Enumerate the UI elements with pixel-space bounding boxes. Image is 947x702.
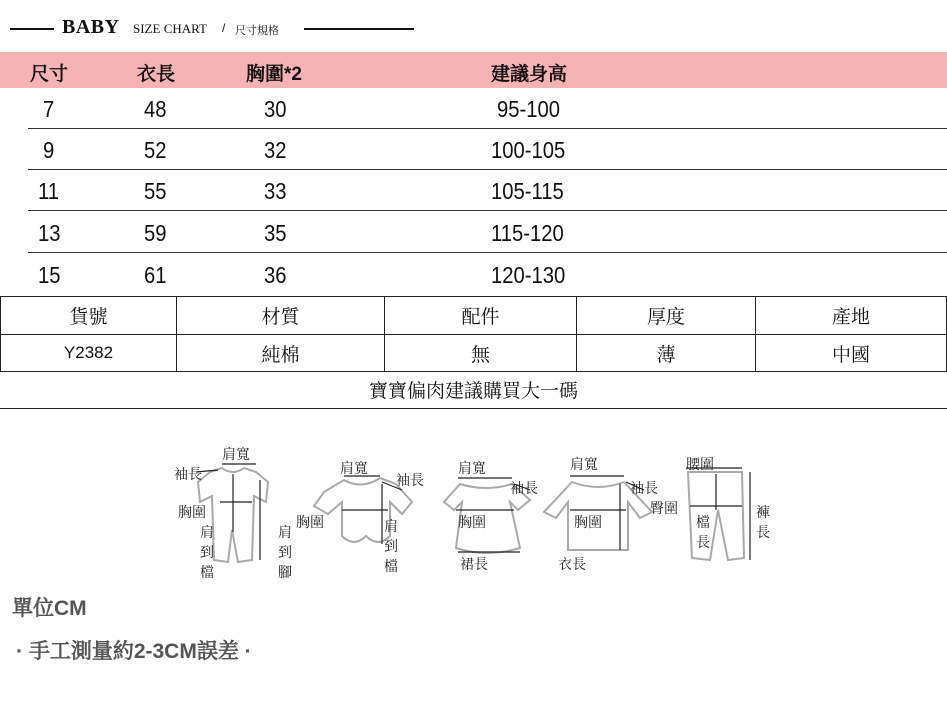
dress-label-shoulder: 肩寬	[458, 460, 486, 476]
cell-length: 61	[144, 262, 167, 288]
header-chest: 胸圍*2	[246, 64, 302, 85]
info-header-accessories: 配件	[385, 297, 577, 335]
pants-label-crotch-2: 長	[696, 534, 710, 550]
cell-height: 100-105	[491, 137, 566, 163]
cell-height: 115-120	[491, 220, 564, 246]
romper-label-foot-1: 肩	[278, 524, 292, 540]
info-value-material: 純棉	[177, 335, 385, 372]
info-header-origin: 產地	[756, 297, 947, 335]
romper-label-crotch-1: 肩	[200, 524, 214, 540]
cell-size: 9	[43, 137, 55, 163]
table-row	[0, 129, 947, 170]
title-subtitle: SIZE CHART	[133, 21, 207, 36]
info-value-item-no: Y2382	[1, 335, 177, 372]
table-row	[0, 254, 947, 295]
table-row	[0, 212, 947, 253]
cell-size: 15	[38, 262, 61, 288]
romper-label-crotch-3: 檔	[200, 564, 214, 580]
info-value-thickness: 薄	[577, 335, 756, 372]
cell-height: 120-130	[491, 262, 566, 288]
top-label-chest: 胸圍	[574, 514, 602, 530]
title-subtitle-cn: 尺寸規格	[235, 25, 279, 37]
pants-label-length-1: 褲	[756, 504, 770, 520]
pants-label-crotch-1: 檔	[696, 514, 710, 530]
table-row	[0, 170, 947, 211]
header-length: 衣長	[137, 64, 176, 85]
table-row	[0, 88, 947, 129]
info-table-frame	[0, 296, 947, 372]
cell-height: 95-100	[497, 96, 561, 122]
cell-chest: 32	[264, 137, 287, 163]
pants-label-hip: 臀圍	[650, 500, 678, 516]
bodysuit-label-sleeve: 袖長	[396, 472, 424, 488]
row-divider	[28, 252, 947, 253]
cell-chest: 30	[264, 96, 287, 122]
bodysuit-label-chest: 胸圍	[296, 514, 324, 530]
info-header-item-no: 貨號	[1, 297, 177, 335]
romper-label-foot-3: 腳	[278, 564, 292, 580]
cell-length: 59	[144, 220, 167, 246]
top-label-sleeve: 袖長	[630, 480, 658, 496]
romper-label-sleeve: 袖長	[174, 466, 202, 482]
cell-size: 7	[43, 96, 55, 122]
dress-label-chest: 胸圍	[458, 514, 486, 530]
cell-length: 55	[144, 178, 167, 204]
cell-chest: 36	[264, 262, 287, 288]
romper-label-chest: 胸圍	[178, 504, 206, 520]
size-advice-note: 寶寶偏肉建議購買大一碼	[0, 371, 947, 409]
top-label-shoulder: 肩寬	[570, 456, 598, 472]
bodysuit-label-crotch-2: 到	[384, 538, 398, 554]
title-brand: BABY	[62, 16, 120, 38]
pants-label-length-2: 長	[756, 524, 770, 540]
bodysuit-label-crotch-3: 檔	[384, 558, 398, 574]
info-value-accessories: 無	[385, 335, 577, 372]
title-separator: /	[222, 21, 226, 35]
header-height: 建議身高	[491, 64, 568, 85]
title-right-rule	[304, 28, 414, 30]
header-size: 尺寸	[30, 64, 69, 85]
row-divider	[28, 210, 947, 211]
chart-title	[0, 14, 420, 44]
info-value-origin: 中國	[756, 335, 947, 372]
bodysuit-label-shoulder: 肩寬	[340, 460, 368, 476]
romper-label-shoulder: 肩寬	[222, 446, 250, 462]
info-header-thickness: 厚度	[577, 297, 756, 335]
bodysuit-diagram	[294, 440, 434, 590]
cell-length: 52	[144, 137, 167, 163]
romper-diagram	[160, 440, 300, 590]
cell-size: 13	[38, 220, 61, 246]
cell-length: 48	[144, 96, 167, 122]
info-header-material: 材質	[177, 297, 385, 335]
cell-size: 11	[38, 178, 60, 204]
unit-label: 單位CM	[12, 597, 87, 620]
cell-height: 105-115	[491, 178, 564, 204]
romper-label-foot-2: 到	[278, 544, 292, 560]
dress-label-sleeve: 袖長	[510, 480, 538, 496]
cell-chest: 35	[264, 220, 287, 246]
size-table-header	[0, 52, 947, 88]
title-left-rule	[10, 28, 54, 30]
romper-label-crotch-2: 到	[200, 544, 214, 560]
pants-label-waist: 腰圍	[686, 456, 714, 472]
top-label-length: 衣長	[558, 556, 586, 572]
dress-label-skirt-length: 裙長	[460, 556, 488, 572]
bodysuit-label-crotch-1: 肩	[384, 518, 398, 534]
measurement-diagrams	[160, 440, 780, 590]
pants-diagram	[646, 440, 780, 590]
cell-chest: 33	[264, 178, 287, 204]
measurement-error-note: · 手工測量約2-3CM誤差 ·	[16, 640, 252, 663]
